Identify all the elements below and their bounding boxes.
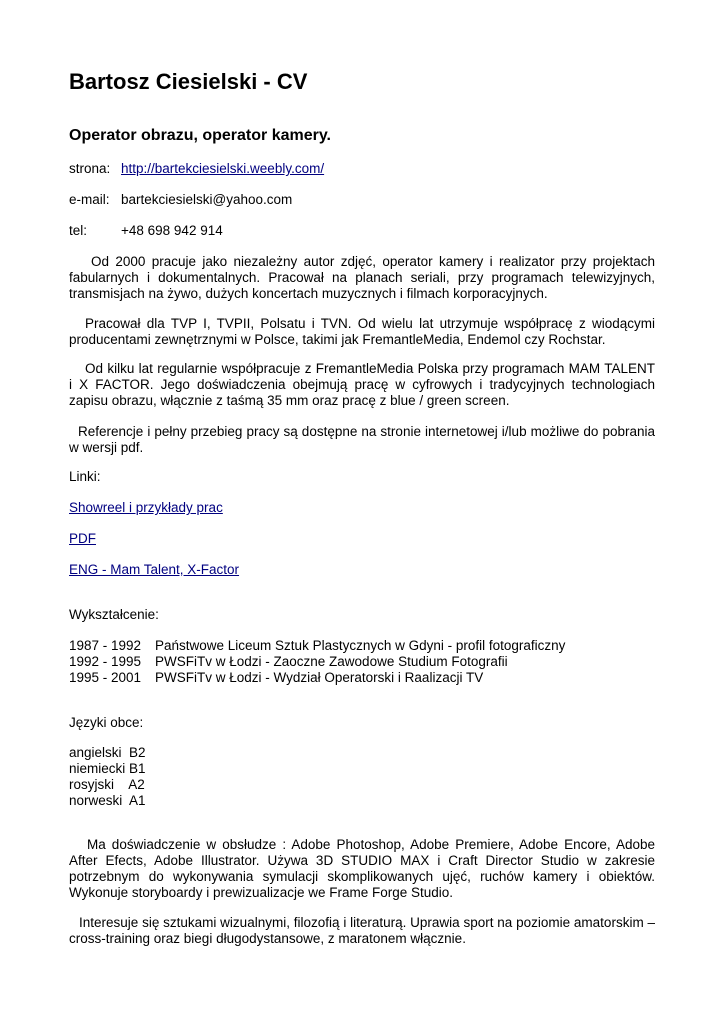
education-text: PWSFiTv w Łodzi - Wydział Operatorski i Raalizacji TV [155, 670, 484, 685]
intro-paragraph: Od 2000 pracuje jako niezależny autor zdjęć, operator kamery i realizator przy projektach fabularnych i dokumentalnych. Pracował na planach seriali, przy programach telewizyjnych, transmisjach na żywo, dużych koncertach muzycznych i filmach korporacyjnych. [69, 254, 655, 301]
languages-heading: Języki obce: [69, 715, 144, 730]
links-heading: Linki: [69, 469, 101, 484]
education-item [69, 654, 565, 670]
email-row [69, 192, 292, 208]
website-label: strona: [69, 161, 111, 176]
website-link[interactable]: http://bartekciesielski.weebly.com/ [121, 161, 325, 176]
link-item [69, 500, 223, 516]
eng-link[interactable]: ENG - Mam Talent, X-Factor [69, 562, 240, 577]
interests-paragraph: Interesuje się sztukami wizualnymi, filozofią i literaturą. Uprawia sport na poziomie amatorskim – cross-training oraz biegi długodystansowe, z maratonem włącznie. [69, 915, 655, 946]
showreel-link[interactable]: Showreel i przykłady prac [69, 500, 223, 515]
phone-row [69, 223, 223, 239]
education-text: PWSFiTv w Łodzi - Zaoczne Zawodowe Studium Fotografii [155, 654, 508, 669]
education-years: 1995 - 2001 [69, 670, 142, 685]
phone-label: tel: [69, 223, 88, 238]
education-years: 1987 - 1992 [69, 638, 142, 653]
link-item [69, 531, 96, 547]
education-item [69, 638, 565, 654]
language-item: norweski A1 [69, 793, 146, 808]
language-item: angielski B2 [69, 745, 146, 760]
page-title: Bartosz Ciesielski - CV [69, 69, 308, 94]
education-years: 1992 - 1995 [69, 654, 142, 669]
clients-paragraph: Pracował dla TVP I, TVPII, Polsatu i TVN. Od wielu lat utrzymuje współpracę z wiodącymi producentami zewnętrznymi w Polsce, takimi jak FremantleMedia, Endemol czy Rochstar. [69, 316, 655, 347]
education-list [69, 638, 565, 686]
experience-paragraph: Od kilku lat regularnie współpracuje z FremantleMedia Polska przy programach MAM TALENT i X FACTOR. Jego doświadczenia obejmują pracę w cyfrowych i tradycyjnych technologiach zapisu obrazu, włącznie z taśmą 35 mm oraz pracę z blue / green screen. [69, 361, 655, 408]
email-label: e-mail: [69, 192, 110, 207]
education-heading: Wykształcenie: [69, 607, 159, 622]
job-title: Operator obrazu, operator kamery. [69, 127, 331, 144]
language-item: rosyjski A2 [69, 777, 145, 792]
education-text: Państwowe Liceum Sztuk Plastycznych w Gdyni - profil fotograficzny [155, 638, 566, 653]
language-item: niemiecki B1 [69, 761, 146, 776]
software-paragraph: Ma doświadczenie w obsłudze : Adobe Photoshop, Adobe Premiere, Adobe Encore, Adobe After Efects, Adobe Illustrator. Używa 3D STUDIO MAX i Craft Director Studio w zakresie potrzebnym do wykonywania symulacji skomplikowanych ujęć, ruchów kamery i obiektów. Wykonuje storyboardy i prewizualizacje we Frame Forge Studio. [69, 837, 655, 900]
phone-value: +48 698 942 914 [121, 223, 223, 238]
link-item [69, 562, 239, 578]
pdf-link[interactable]: PDF [69, 531, 96, 546]
languages-list [69, 745, 146, 809]
education-item [69, 670, 565, 686]
email-value: bartekciesielski@yahoo.com [121, 192, 293, 207]
website-row [69, 161, 324, 177]
references-paragraph: Referencje i pełny przebieg pracy są dostępne na stronie internetowej i/lub możliwe do pobrania w wersji pdf. [69, 424, 655, 455]
